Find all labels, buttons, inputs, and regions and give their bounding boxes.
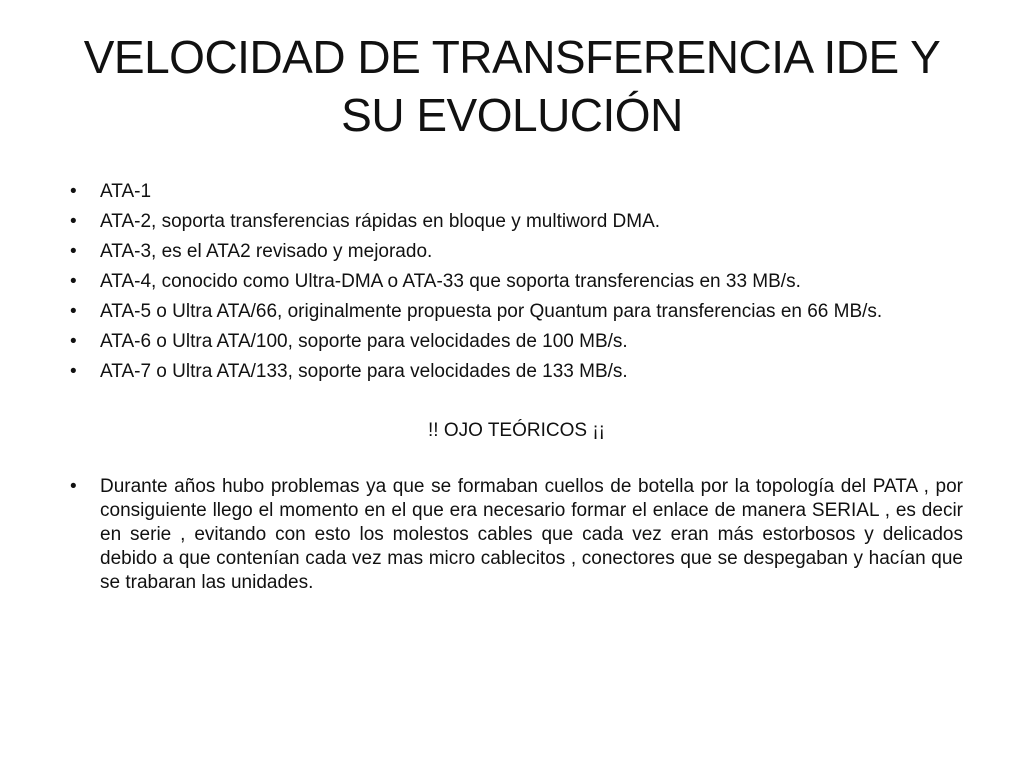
theoretical-note: !! OJO TEÓRICOS ¡¡ xyxy=(428,420,605,441)
slide-title-line-2: SU EVOLUCIÓN xyxy=(341,89,683,141)
list-item-text: ATA-6 o Ultra ATA/100, soporte para velocidades de 100 MB/s. xyxy=(100,331,628,352)
list-item xyxy=(70,300,963,324)
slide-content xyxy=(70,180,963,601)
slide-title xyxy=(60,28,964,144)
paragraph-text: Durante años hubo problemas ya que se formaban cuellos de botella por la topología del PATA , por consiguiente llego el momento en el que era necesario formar el enlace de manera SERIAL , es decir en serie , evitando con esto los molestos cables que cada vez eran más estorbosos y delicados debido a que contenían cada vez mas micro cablecitos , conectores que se despegaban y hacían que se trabaran las unidades. xyxy=(100,476,963,593)
list-item-text: ATA-5 o Ultra ATA/66, originalmente propuesta por Quantum para transferencias en 66 MB/s. xyxy=(100,301,883,322)
bullet-icon: • xyxy=(70,271,77,292)
list-item-text: ATA-4, conocido como Ultra-DMA o ATA-33 que soporta transferencias en 33 MB/s. xyxy=(100,271,801,292)
list-item xyxy=(70,210,963,234)
list-item xyxy=(70,330,963,354)
list-item xyxy=(70,180,963,204)
bullet-icon: • xyxy=(70,476,77,497)
list-item-text: ATA-3, es el ATA2 revisado y mejorado. xyxy=(100,241,433,262)
paragraph-list xyxy=(70,475,963,595)
bullet-icon: • xyxy=(70,301,77,322)
list-item xyxy=(70,240,963,264)
bullet-icon: • xyxy=(70,211,77,232)
list-item xyxy=(70,360,963,384)
list-item-text: ATA-2, soporta transferencias rápidas en bloque y multiword DMA. xyxy=(100,211,661,232)
list-item xyxy=(70,270,963,294)
bullet-icon: • xyxy=(70,241,77,262)
ata-versions-list xyxy=(70,180,963,384)
list-item xyxy=(70,475,963,595)
bullet-icon: • xyxy=(70,331,77,352)
slide-title-line-1: VELOCIDAD DE TRANSFERENCIA IDE Y xyxy=(83,31,941,83)
list-item-text: ATA-7 o Ultra ATA/133, soporte para velocidades de 133 MB/s. xyxy=(100,361,628,382)
bullet-icon: • xyxy=(70,361,77,382)
list-item-text: ATA-1 xyxy=(100,181,152,202)
bullet-icon: • xyxy=(70,181,77,202)
